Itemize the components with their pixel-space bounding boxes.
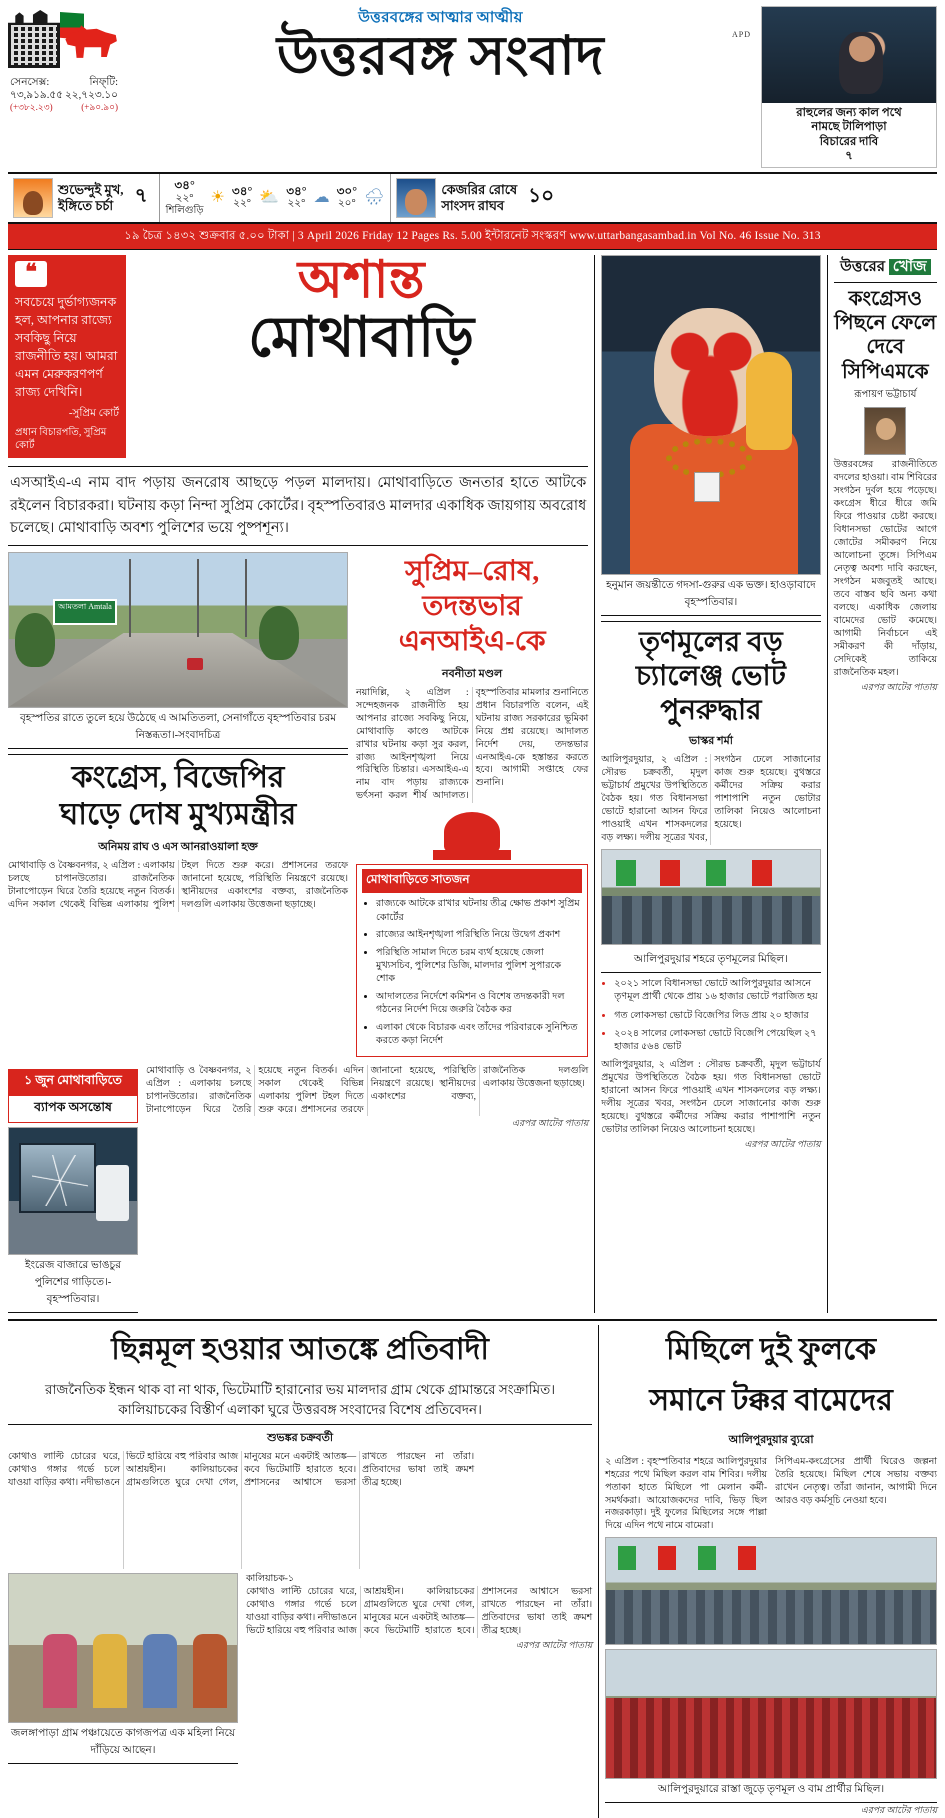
dateline-bar: ১৯ চৈত্র ১৪৩২ শুক্রবার ৫.০০ টাকা | 3 April 2026 Friday 12 Pages Rs. 5.00 ইন্টারনেট সংস্করণ www.uttarbangasambad.in Vol No. 46 Issue No. 313 xyxy=(8,224,937,250)
left-two-column-area xyxy=(8,552,588,1061)
sensex-change: (+৩৮২.২৩) xyxy=(10,102,53,113)
quote-role: প্রধান বিচারপতি, সুপ্রিম কোর্ট xyxy=(15,427,107,452)
person-icon xyxy=(193,1634,227,1708)
bottom-right-headline[interactable] xyxy=(605,1325,937,1427)
promo-1-page: ৭ xyxy=(134,185,148,207)
promo-2-line2: সাংসদ রাঘব xyxy=(441,197,505,213)
mid-subhead-byline: নবনীতা মণ্ডল xyxy=(442,667,503,680)
column-middle xyxy=(601,255,820,1313)
mace-icon xyxy=(746,352,792,450)
column-right xyxy=(834,255,937,1313)
weather-max-3: ৩০° xyxy=(336,183,357,198)
rally-photo-3 xyxy=(605,1649,937,1779)
continuation-note: এরপর আটের পাতায় xyxy=(860,1805,937,1816)
market-figures xyxy=(8,76,120,114)
bottom-right-story xyxy=(605,1325,937,1818)
fact-box-header: মোথাবাড়িতে সাতজন xyxy=(362,869,582,893)
person-icon xyxy=(143,1634,177,1708)
continuation-note: এরপর আটের পাতায় xyxy=(860,681,937,692)
right-author: রূপায়ণ ভট্টাচার্য xyxy=(854,389,917,401)
list-item: • রাজ্যের আইনশৃঙ্খলা পরিস্থিতি নিয়ে উদ্বেগ প্রকাশ xyxy=(376,928,582,941)
bottom-right-photo-caption: আলিপুরদুয়ারে রাস্তা জুড়ে তৃণমূল ও বাম প্রার্থীর মিছিল। xyxy=(605,1779,937,1803)
bottom-section xyxy=(8,1319,937,1818)
right-headline[interactable]: কংগ্রেসও পিছনে ফেলে দেবে সিপিএমকে xyxy=(834,287,937,383)
left-lower-body: মোথাবাড়ি ও বৈষ্ণবনগর, ২ এপ্রিল : এলাকায় চলছে চাপানউতোর। রাজনৈতিক টানাপোড়েন ঘিরে তৈরি হয়েছে নতুন বিতর্ক। এদিন সকাল থেকেই বিভিন্ন এলাকায় পুলিশ টহল দিতে শুরু করে। প্রশাসনের তরফে জানানো হয়েছে, পরিস্থিতি নিয়ন্ত্রণে রয়েছে। স্থানীয়দের একাংশের বক্তব্য, রাজনৈতিক দলগুলি এলাকায় উত্তেজনা ছড়াচ্ছে। xyxy=(146,1065,589,1115)
pole-icon xyxy=(197,559,199,637)
bottom-left-lead-line2: কালিয়াচকের বিস্তীর্ণ এলাকা ঘুরে উত্তরবঙ্গ সংবাদের বিশেষ প্রতিবেদন। xyxy=(118,1401,482,1417)
hero-lead: এসআইএ-এ নাম বাদ পড়ায় জনরোষ আছড়ে পড়ল মালদায়। মোথাবাড়িতে জনতার হাতে আটকে রইলেন বিচারকরা। ঘটনায় কড়া নিন্দা সুপ্রিম কোর্টের। বৃহস্পতিবারও মালদার একাধিক জায়গায় অবরোধ চলেছে। মোথাবাড়ি অবশ্য পুলিশের ভয়ে পুষ্পশূন্য। xyxy=(8,466,588,545)
flag-icon xyxy=(706,860,726,886)
white-object xyxy=(96,1165,129,1220)
village-photo-caption: জলঙ্গাপাড়া গ্রাম পঞ্চায়েতে কাগজপত্র এক মহিলা নিয়ে দাঁড়িয়ে আছেন। xyxy=(8,1723,238,1764)
weather-min-0: ২২° xyxy=(175,192,194,204)
nifty-value: ২২,৭২৩.১০ xyxy=(64,90,118,102)
teaser-line-1: রাহুলের জন্য কাল পথে xyxy=(796,107,902,119)
masthead xyxy=(8,6,937,168)
mid-subhead-line2: তদন্তভার xyxy=(422,590,522,622)
list-item: • এলাকা থেকে বিচারক এবং তাঁদের পরিবারকে সুনিশ্চিত করতে কড়া নির্দেশ xyxy=(376,1021,582,1048)
mid-photo-caption: হনুমান জয়ন্তীতে গদসা-গুরুর এক ভক্ত। হাওড়াবাদে বৃহস্পতিবার। xyxy=(601,575,820,616)
hero-headline[interactable] xyxy=(134,251,588,459)
village-photo xyxy=(8,1573,238,1723)
page-title: উত্তরবঙ্গ সংবাদ xyxy=(276,26,605,86)
fact-box-list xyxy=(362,897,582,1047)
mid-subhead[interactable] xyxy=(356,552,588,661)
mid-headline[interactable]: তৃণমূলের বড় চ্যালেঞ্জ ভোট পুনরুদ্ধার xyxy=(601,621,820,728)
badge-icon xyxy=(694,472,720,502)
weather-max-0: ৩৪° xyxy=(174,177,195,192)
continuation-note: এরপর আটের পাতায় xyxy=(515,1639,593,1650)
mid-body: আলিপুরদুয়ার, ২ এপ্রিল : সৌরভ চক্রবর্তী, মৃদুল ভট্টাচার্য প্রমুখের উপস্থিতিতে বৈঠক হয়। গত বিধানসভা ভোটে হারানো আসন ফিরে পাওয়াই এখন শাসকদলের বড় লক্ষ্য। দলীয় সূত্রের খবর, সংগঠন ঢেলে সাজানোর কাজ শুরু হয়েছে। বুথস্তরে কর্মীদের সক্রিয় করার পাশাপাশি নতুন ভোটার তালিকা নিয়েও আলোচনা হয়েছে। xyxy=(601,754,821,843)
teaser-photo xyxy=(762,7,936,103)
building-icon xyxy=(8,10,60,68)
column-left xyxy=(8,251,589,1313)
weather-city-2 xyxy=(286,185,306,211)
left-secondary-headline-line1: কংগ্রেস, বিজেপির xyxy=(71,760,285,794)
quote-text: সবচেয়ে দুর্ভাগ্যজনক হল, আপনার রাজ্যে সবকিছু নিয়ে রাজনীতি হয়। আমরা এমন মেরুকরণপর্ণ রাজ্য দেখিনি। xyxy=(15,294,118,400)
left-secondary-headline[interactable] xyxy=(8,754,348,834)
pole-icon xyxy=(129,559,131,637)
bottom-right-headline-line1: মিছিলে দুই ফুলকে xyxy=(666,1332,877,1366)
list-item: • আদালতের নির্দেশে কমিশন ও বিশেষ তদন্তকারী দল গঠনের নির্দেশ দিয়ে জরুরি বৈঠক কর xyxy=(376,990,582,1017)
hero-headline-line1: অশান্ত xyxy=(297,251,425,309)
promo-item-1-text xyxy=(58,182,124,213)
road-photo-block xyxy=(8,552,348,1061)
left-secondary-byline: অনিময় রাঘ ও এস আনরাওয়ালা হক্ত xyxy=(98,840,258,853)
banner-column xyxy=(8,1065,138,1313)
cloud-icon: ☁ xyxy=(313,188,330,206)
village-photo-block xyxy=(8,1573,238,1764)
top-right-teaser[interactable] xyxy=(761,6,937,168)
nifty-label: নিফ্‌টি: xyxy=(89,77,118,88)
weather-max-2: ৩৪° xyxy=(286,183,307,198)
quote-icon: ❝ xyxy=(15,261,47,287)
list-item: • ২০২১ সালে বিধানসভা ভোটে আলিপুরদুয়ার আসনে তৃণমূল প্রার্থী থেকে প্রায় ১৬ হাজার ভোটে পরাজিত হয় xyxy=(614,977,820,1004)
bottom-right-byline: আলিপুরদুয়ার ব্যুরো xyxy=(728,1433,814,1446)
right-kicker-a: উত্তরের xyxy=(840,258,886,275)
banner-subheading: ব্যাপক অসন্তোষ xyxy=(8,1095,138,1123)
mid-bullets xyxy=(601,977,820,1054)
weather-city-label-0: শিলিগুড়ি xyxy=(165,204,204,216)
hero-headline-line2: মোথাবাড়ি xyxy=(248,306,475,369)
flag-icon xyxy=(660,860,680,886)
promo-item-2[interactable] xyxy=(391,174,565,222)
portrait-icon xyxy=(396,178,436,218)
weather-widget xyxy=(160,174,391,222)
sensex-label: সেনসেক্স: xyxy=(10,77,50,88)
car-photo xyxy=(8,1127,138,1255)
bottom-right-body-left: ২ এপ্রিল : বৃহস্পতিবার শহরে আলিপুরদুয়ার শহরের পথে মিছিল করল বাম শিবির। দলীয় পতাকা হাতে মিছিলে পা মেলান কর্মী-সমর্থকরা। আয়োজকদের দাবি, ভিড় ছিল নজরকাড়া। দুই ফুলের মিছিলের সঙ্গে পাল্লা দিয়ে এদিন পথে নামে বামেরা। xyxy=(605,1456,768,1532)
bottom-left-tail xyxy=(246,1573,592,1764)
promo-item-2-text xyxy=(441,182,517,213)
left-secondary-body: মোথাবাড়ি ও বৈষ্ণবনগর, ২ এপ্রিল : এলাকায় চলছে চাপানউতোর। রাজনৈতিক টানাপোড়েন ঘিরে তৈরি হয়েছে নতুন বিতর্ক। এদিন সকাল থেকেই বিভিন্ন এলাকায় পুলিশ টহল দিতে শুরু করে। প্রশাসনের তরফে জানানো হয়েছে, পরিস্থিতি নিয়ন্ত্রণে রয়েছে। স্থানীয়দের একাংশের বক্তব্য, রাজনৈতিক দলগুলি এলাকায় উত্তেজনা ছড়াচ্ছে। xyxy=(8,860,348,910)
bottom-left-subitem: কালিয়াচক-১ xyxy=(246,1574,295,1585)
promo-item-1[interactable] xyxy=(8,174,159,222)
quote-attribution: -সুপ্রিম কোর্ট xyxy=(68,408,119,420)
continuation-note: এরপর আটের পাতায় xyxy=(511,1118,589,1129)
right-body: উত্তরবঙ্গের রাজনীতিতে বদলের হাওয়া। বাম শিবিরের সংগঠন দুর্বল হয়ে পড়েছে। কংগ্রেস ধীরে ধীরে জমি ফিরে পাওয়ার চেষ্টা করছে। বিধানসভা ভোটের আগে জোটের সমীকরণ নিয়ে আলোচনা তুঙ্গে। সিপিএম নেতৃত্ব অবশ্য দাবি করছেন, সংগঠন মজবুতই আছে। তবে বাস্তব ছবি অন্য কথা বলছে। একাধিক জেলায় বামেদের ভোট কমেছে। আগামী নির্বাচনে এই সমীকরণ কী দাঁড়ায়, সেদিকেই তাকিয়ে রাজনৈতিক মহল। xyxy=(833,460,937,678)
bottom-right-body-right: সিপিএম-কংগ্রেসের প্রার্থী ঘিরেও জল্পনা তৈরি হয়েছে। মিছিল শেষে সভায় বক্তব্য রাখেন নেতৃত্ব। তাঁরা জানান, আগামী দিনে আরও বড় কর্মসূচি নেওয়া হবে। xyxy=(775,1456,937,1506)
weather-min-3: ২০° xyxy=(337,198,356,210)
promo-1-line2: ইঙ্গিতে চর্চা xyxy=(58,197,114,213)
left-secondary-headline-line2: ঘাড়ে দোষ মুখ্যমন্ত্রীর xyxy=(59,798,297,832)
cloud-rain-icon: 🌧 xyxy=(364,188,385,206)
mid-body-tail: আলিপুরদুয়ার, ২ এপ্রিল : সৌরভ চক্রবর্তী, মৃদুল ভট্টাচার্য প্রমুখের উপস্থিতিতে বৈঠক হয়। গত বিধানসভা ভোটে হারানো আসন ফিরে পাওয়াই এখন শাসকদলের বড় লক্ষ্য। দলীয় সূত্রের খবর, সংগঠন ঢেলে সাজানোর কাজ শুরু হয়েছে। বুথস্তরে কর্মীদের সক্রিয় করার পাশাপাশি নতুন ভোটার তালিকা নিয়েও আলোচনা হয়েছে। xyxy=(601,1059,821,1135)
bottom-left-headline[interactable]: ছিন্নমূল হওয়ার আতঙ্কে প্রতিবাদী xyxy=(111,1332,489,1366)
teaser-page-number: ৭ xyxy=(845,150,853,163)
road-photo xyxy=(8,552,348,708)
banner-heading: ১ জুন মোথাবাড়িতে xyxy=(8,1069,138,1095)
person-icon xyxy=(43,1634,77,1708)
crowd xyxy=(606,1590,936,1644)
promo-2-page: ১০ xyxy=(528,185,555,207)
flag-icon xyxy=(618,1546,636,1570)
mid-subhead-line1: সুপ্রিম–রোষ, xyxy=(404,555,540,587)
weather-city-0 xyxy=(166,179,204,216)
divider xyxy=(8,1424,592,1425)
sensex-value: ৭৩,৯১৯.৫৫ xyxy=(10,90,63,102)
divider xyxy=(594,255,595,1313)
temple-icon xyxy=(356,806,588,860)
quote-box xyxy=(8,255,126,459)
portrait-icon xyxy=(13,178,53,218)
promo-2-line1: কেজরির রোষে xyxy=(441,181,518,197)
flag-icon xyxy=(752,860,772,886)
divider xyxy=(598,1325,599,1818)
weather-city-3 xyxy=(337,185,357,211)
bottom-right-headline-line2: সমানে টক্কর বামেদের xyxy=(649,1383,893,1417)
road-photo-caption: বৃহস্পতির রাতে তুলে হয়ে উঠেছে এ আমতিতলা, সেনাগাঁতে বৃহস্পতিবার চরম নিস্তব্ধতা।-সংবাদচিত্র xyxy=(8,708,348,749)
fact-box xyxy=(356,864,588,1056)
logo-block xyxy=(8,6,120,114)
mid-subhead-line3: এনআইএ-কে xyxy=(398,625,546,657)
temple-base xyxy=(433,850,511,860)
weather-min-2: ২২° xyxy=(287,198,306,210)
left-lower-area xyxy=(8,1065,588,1313)
newspaper-logo-icon xyxy=(8,6,120,76)
tree-icon xyxy=(15,613,55,667)
cloud-sun-icon: ⛅ xyxy=(259,188,280,206)
divider xyxy=(827,255,828,1313)
crack-overlay xyxy=(32,1155,88,1205)
flag-icon xyxy=(658,1546,676,1570)
weather-max-1: ৩৪° xyxy=(231,183,253,198)
weather-min-1: ২২° xyxy=(233,198,252,210)
apd-mark: APD xyxy=(731,30,751,39)
left-lower-text xyxy=(146,1065,588,1313)
road-sign: আমতলা Amtala xyxy=(53,599,117,625)
right-kicker-b: খোঁজ xyxy=(889,259,931,275)
teaser-line-2: নামছে টালিপাড়া xyxy=(811,121,887,134)
teaser-line-3: বিচারের দাবি xyxy=(819,135,879,148)
title-block xyxy=(126,6,755,84)
flag-icon xyxy=(698,1546,716,1570)
masthead-kicker: উত্তরবঙ্গের আত্মার আত্মীয় xyxy=(358,10,523,26)
bottom-left-lead xyxy=(8,1380,592,1421)
tree-icon xyxy=(259,606,299,660)
crowd xyxy=(602,896,819,944)
left-inner-column xyxy=(356,552,588,1061)
promo-strip xyxy=(8,172,937,224)
rally-photo-2 xyxy=(605,1537,937,1645)
flag-icon xyxy=(738,1546,756,1570)
bottom-left-body-tail: কোথাও লাল্টি চোরের ঘরে, কোথাও গঙ্গার গর্ভে চলে যাওয়া বাড়ির কথা। নদীভাঙনে ভিটে হারিয়ে বহু পরিবার আজ আশ্রয়হীন। কালিয়াচকের গ্রামগুলিতে ঘুরে দেখা গেল, মানুষের মনে একটাই আতঙ্ক— কবে ভিটেমাটি হারাতে হবে। প্রশাসনের আশ্বাসে ভরসা রাখতে পারছেন না তাঁরা। প্রতিবাদের ভাষা তাই ক্রমশ তীব্র হচ্ছে। xyxy=(246,1587,593,1636)
list-item: • পরিস্থিতি সামাল দিতে চরম ব্যর্থ হয়েছে জেলা মুখ্যসচিব, পুলিশের ডিজি, মালদার পুলিশ সুপারকে শোক xyxy=(376,946,582,986)
flag-icon xyxy=(616,860,636,886)
bottom-left-byline: শুভঙ্কর চক্রবর্তী xyxy=(267,1432,334,1445)
nifty-change: (+৯০.৯০) xyxy=(81,102,118,113)
pole-icon xyxy=(245,559,247,637)
rally-photo xyxy=(601,849,820,945)
list-item: • গত লোকসভা ভোটে বিজেপির লিড প্রায় ২০ হাজার xyxy=(614,1009,820,1022)
person-icon xyxy=(93,1634,127,1708)
mid-subhead-body: নয়াদিল্লি, ২ এপ্রিল : সন্দেহজনক রাজনীতি হয় আপনার রাজ্যে সবকিছু নিয়ে, মোথাবাড়ি কাণ্ডে আটকে রাখার ঘটনায় কড়া সুর করল, রাজ্য আইনশৃঙ্খলা নিয়ে পরিস্থিতি চিন্তার। এসআইএ-এ নাম বাদ পড়ায় রাজ্যকে ভর্ৎসনা করল শীর্ষ আদালত। বৃহস্পতিবার মামলার শুনানিতে প্রধান বিচারপতি বলেন, এই ঘটনায় রাজ্য সরকারের ভূমিকা নিয়ে প্রশ্ন রয়েছে। আদালত নির্দেশ দেয়, তদন্তভার এনআইএ-কে হস্তান্তর করতে হবে। আগামী সপ্তাহে ফের শুনানি। xyxy=(356,687,589,802)
hero-block xyxy=(8,251,588,459)
bottom-left-lead-line1: রাজনৈতিক ইন্ধন থাক বা না থাক, ভিটেমাটি হারানোর ভয় মালদার গ্রাম থেকে গ্রামান্তরে সংক্রামিত। xyxy=(45,1381,556,1397)
main-grid xyxy=(8,251,937,1313)
list-item: • রাজ্যকে আটকে রাখার ঘটনায় তীব্র ক্ষোভ প্রকাশ সুপ্রিম কোর্টের xyxy=(376,897,582,924)
teaser-caption xyxy=(762,103,936,167)
sun-icon: ☀ xyxy=(210,188,225,206)
bottom-left-story xyxy=(8,1325,592,1818)
rally-photo-caption: আলিপুরদুয়ার শহরে তৃণমূলের মিছিল। xyxy=(601,949,820,973)
crowd xyxy=(606,1698,936,1778)
avatar xyxy=(864,407,906,455)
mid-byline: ভাস্কর শর্মা xyxy=(688,734,733,747)
car-photo-caption: ইংরেজ বাজারে ভাঙচুর পুলিশের গাড়িতে।-বৃহস্পতিবার। xyxy=(8,1255,138,1313)
list-item: • ২০২৪ সালের লোকসভা ভোটে বিজেপি পেয়েছিল ২৭ হাজার ৫৬৪ ভোট xyxy=(614,1027,820,1054)
bottom-left-body: কোথাও লাল্টি চোরের ঘরে, কোথাও গঙ্গার গর্ভে চলে যাওয়া বাড়ির কথা। নদীভাঙনে ভিটে হারিয়ে বহু পরিবার আজ আশ্রয়হীন। কালিয়াচকের গ্রামগুলিতে ঘুরে দেখা গেল, মানুষের মনে একটাই আতঙ্ক— কবে ভিটেমাটি হারাতে হবে। প্রশাসনের আশ্বাসে ভরসা রাখতে পারছেন না তাঁরা। প্রতিবাদের ভাষা তাই ক্রমশ তীব্র হচ্ছে। xyxy=(8,1452,475,1489)
continuation-note: এরপর আটের পাতায় xyxy=(744,1138,821,1149)
vehicle-icon xyxy=(187,658,203,670)
promo-1-line1: শুভেন্দুই মুখ, xyxy=(58,181,124,197)
weather-city-1 xyxy=(232,185,252,211)
hanuman-devotee-photo xyxy=(601,255,820,575)
right-kicker xyxy=(834,255,937,283)
temple-dome xyxy=(444,812,500,852)
